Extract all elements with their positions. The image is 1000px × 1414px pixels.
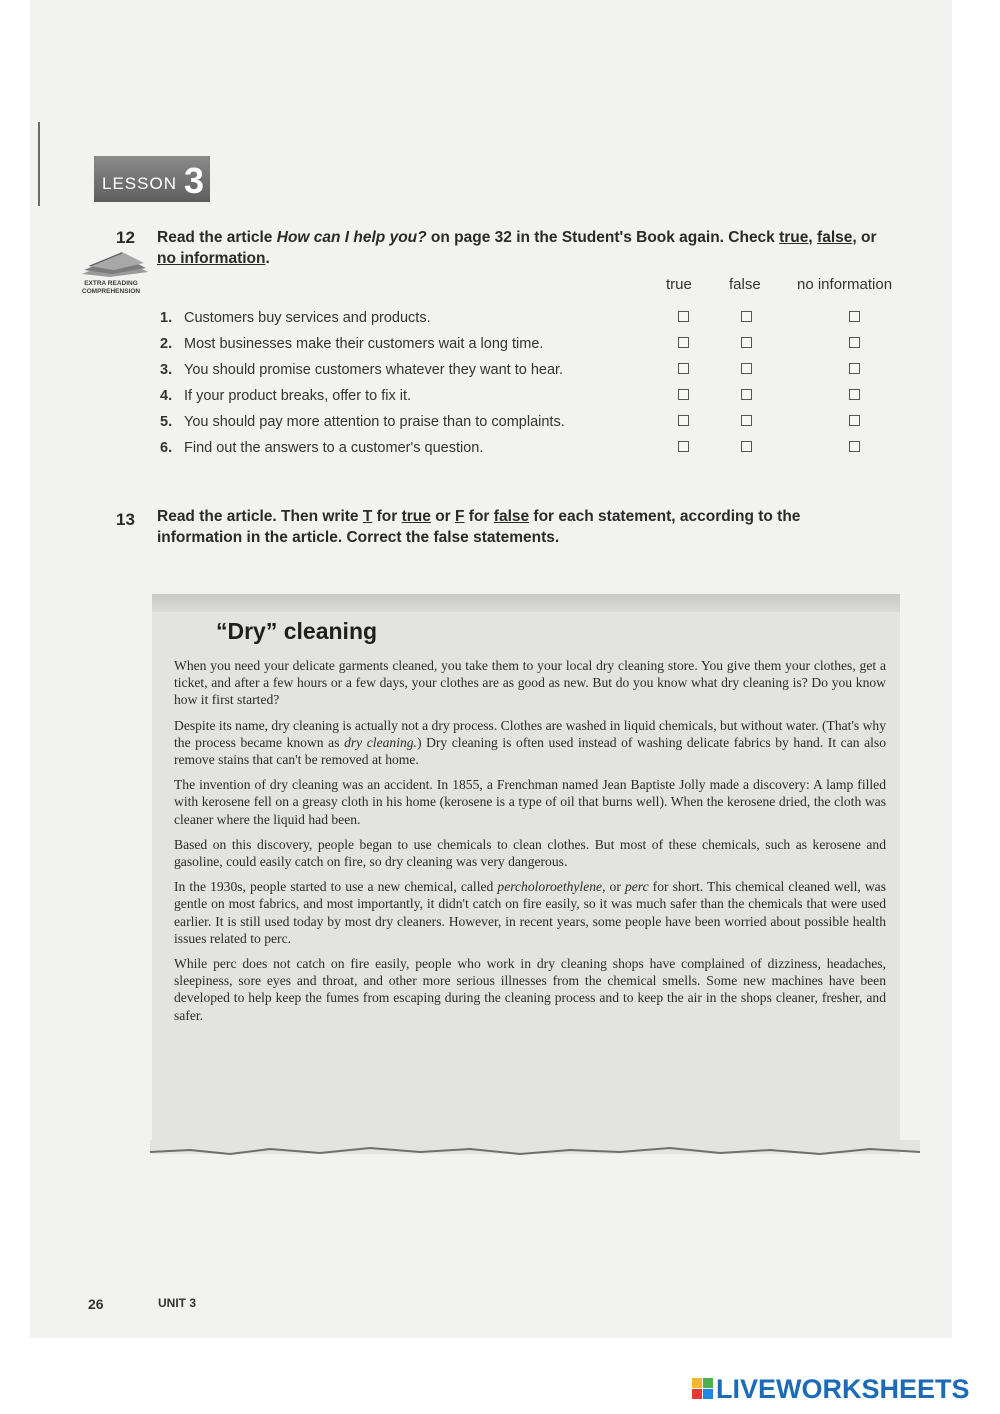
checkbox-no-information[interactable] (849, 337, 860, 348)
extra-reading-label: EXTRA READING COMPREHENSION (81, 280, 141, 295)
checkbox-true[interactable] (678, 389, 689, 400)
article-paragraph: Despite its name, dry cleaning is actually not a dry process. Clothes are washed in liquid chemicals, but without water. (That's why the process became known as dry cleaning.) Dry cleaning is often used instead of washing delicate fabrics by hand. It can also remove stains that can't be removed at home. (174, 717, 887, 768)
checkbox-no-information[interactable] (849, 415, 860, 426)
books-icon (80, 250, 150, 278)
exercise-12-instruction: Read the article How can I help you? on page 32 in the Student's Book again. Check true, false, or no information. (157, 229, 877, 267)
checkbox-false[interactable] (741, 415, 752, 426)
brand-name: LIVEWORKSHEETS (716, 1374, 970, 1404)
checkbox-true[interactable] (678, 441, 689, 452)
statement-row (160, 336, 920, 358)
checkbox-true[interactable] (678, 337, 689, 348)
statement-text: You should promise customers whatever they want to hear. (184, 362, 564, 378)
exercise-13-instruction: Read the article. Then write T for true or F for false for each statement, according to the information in the article. Correct the false statements. (157, 508, 801, 546)
checkbox-no-information[interactable] (849, 311, 860, 322)
checkbox-true[interactable] (678, 311, 689, 322)
checkbox-true[interactable] (678, 363, 689, 374)
torn-edge (150, 1140, 925, 1170)
exercise-13-number: 13 (116, 510, 135, 529)
unit-label: UNIT 3 (158, 1296, 197, 1310)
statement-row (160, 310, 920, 332)
statement-number: 4. (160, 388, 173, 404)
statement-text: Customers buy services and products. (184, 310, 431, 326)
article-top-band (152, 594, 900, 612)
lesson-header (94, 156, 210, 202)
statement-row (160, 440, 920, 462)
article-paragraph: When you need your delicate garments cleaned, you take them to your local dry cleaning store. You give them your clothes, get a ticket, and after a few hours or a few days, your clothes are as good as new. But do you know what dry cleaning is? Do you know how it first started? (174, 658, 886, 708)
statement-text: Find out the answers to a customer's question. (184, 440, 484, 456)
margin-line (38, 122, 40, 206)
checkbox-no-information[interactable] (849, 389, 860, 400)
statement-text: If your product breaks, offer to fix it. (184, 388, 412, 404)
lesson-number: 3 (184, 160, 205, 201)
statement-text: You should pay more attention to praise than to complaints. (184, 414, 565, 430)
checkbox-no-information[interactable] (849, 441, 860, 452)
page-number: 26 (88, 1296, 104, 1312)
column-header-no-information: no information (797, 276, 893, 293)
statement-row (160, 414, 920, 436)
statement-text: Most businesses make their customers wait a long time. (184, 336, 544, 352)
article-paragraph: Based on this discovery, people began to use chemicals to clean clothes. But most of these chemicals, such as kerosene and gasoline, could easily catch on fire, so dry cleaning was very dangerous. (174, 836, 886, 870)
article-paragraph: In the 1930s, people started to use a new chemical, called percholoroethylene, or perc for short. This chemical cleaned well, was gentle on most fabrics, and most importantly, it didn't catch on fire easily, so it was much safer than the chemicals that were used earlier. It is still used today by most dry cleaners. However, in recent years, some people have been worried about possible health issues related to perc. (174, 879, 886, 946)
article-paragraph: While perc does not catch on fire easily, people who work in dry cleaning shops have complained of dizziness, headaches, sleepiness, sore eyes and throat, and other more serious illnesses from the chemical smells. Some new machines have been developed to help keep the fumes from escaping during the cleaning process and to keep the air in the shops cleaner, fresher, and safer. (174, 956, 886, 1023)
statement-number: 5. (160, 414, 173, 430)
checkbox-false[interactable] (741, 337, 752, 348)
checkbox-false[interactable] (741, 311, 752, 322)
exercise-12-number: 12 (116, 228, 135, 247)
liveworksheets-logo-icon (692, 1378, 714, 1400)
article-title: “Dry” cleaning (216, 618, 378, 644)
checkbox-no-information[interactable] (849, 363, 860, 374)
article-body (174, 657, 886, 1032)
checkbox-false[interactable] (741, 389, 752, 400)
statement-number: 2. (160, 336, 173, 352)
statement-number: 1. (160, 310, 173, 326)
article-panel (152, 594, 900, 1154)
checkbox-true[interactable] (678, 415, 689, 426)
statement-row (160, 388, 920, 410)
checkbox-false[interactable] (741, 441, 752, 452)
column-header-false: false (729, 276, 761, 293)
statement-number: 6. (160, 440, 173, 456)
column-header-true: true (666, 276, 692, 293)
statement-number: 3. (160, 362, 173, 378)
statement-row (160, 362, 920, 384)
lesson-label: LESSON (102, 174, 177, 193)
checkbox-false[interactable] (741, 363, 752, 374)
article-paragraph: The invention of dry cleaning was an accident. In 1855, a Frenchman named Jean Baptiste Jolly made a discovery: A lamp filled with kerosene fell on a greasy cloth in his home (kerosene is a type of oil that burns well). When the kerosene dried, the cloth was cleaner where the liquid had been. (174, 777, 886, 827)
